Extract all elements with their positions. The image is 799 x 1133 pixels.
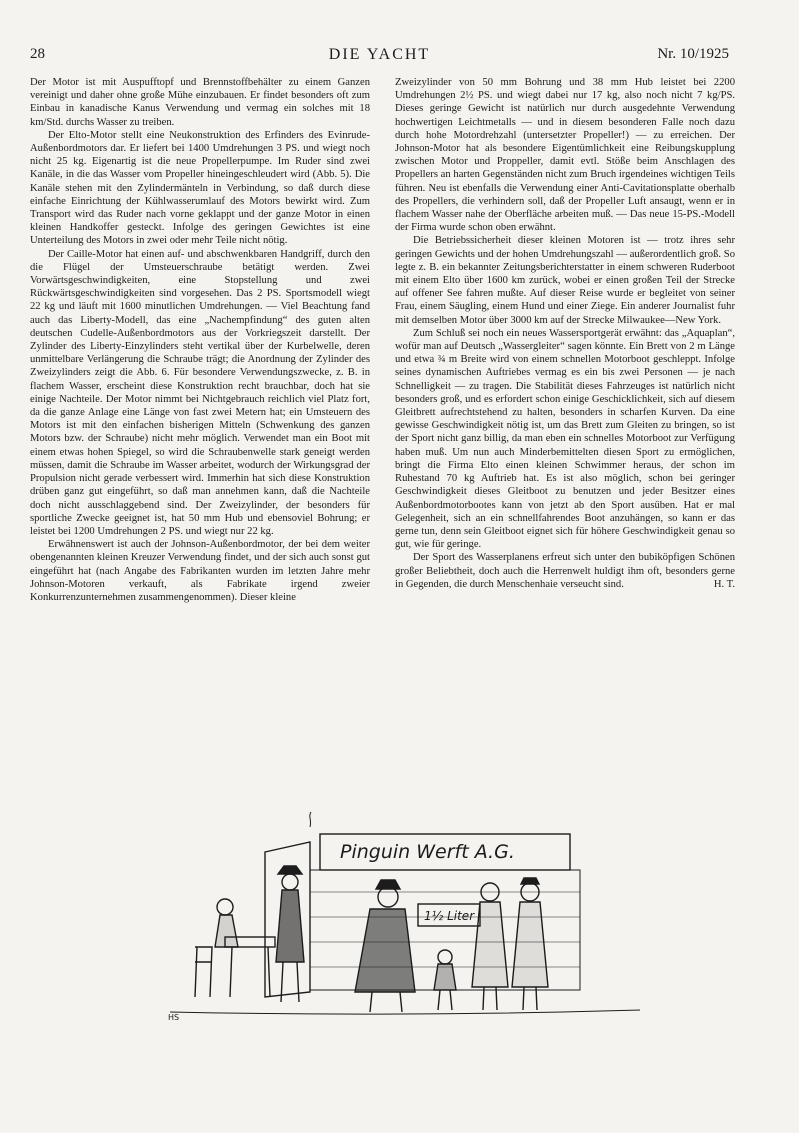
- man-figure: [378, 887, 398, 907]
- child-figure: [438, 950, 452, 964]
- paragraph-text: Der Sport des Wasserplanens erfreut sich unter den bubiköpfigen Schönen großer Beliebtheit, doch auch die Herrenwelt huldigt ihm oft, besonders gerne in Gegenden, die durch Menschenhaie verseucht sind.: [395, 552, 735, 590]
- artist-monogram: HS: [168, 1013, 180, 1022]
- board-text: 1½ Liter: [424, 909, 475, 923]
- left-column: [30, 76, 370, 604]
- cartoon-illustration: [150, 812, 660, 1027]
- page-number: 28: [30, 46, 45, 62]
- shop-sign-text: Pinguin Werft A.G.: [340, 841, 515, 863]
- seated-figure: [217, 899, 233, 915]
- paragraph: [395, 551, 735, 591]
- paragraph: Der Caille-Motor hat einen auf- und abschwenkbaren Handgriff, durch den die Flügel der Umsteuerschraube betätigt werden. Zwei Vorwärtsgeschwindigkeiten, eine Stopstellung und zwei Rückwärtsgeschwindigkeiten sind vorgesehen. Das 2 PS. Sportsmodell wiegt 22 kg und läuft mit 1600 minutlichen Umdrehungen. — Viel Beachtung fand auch das Liberty-Modell, das eine „Nachempfindung“ des guten alten deutschen Cudelle-Außenbordmotors aus der Vorkriegszeit darstellt. Der Zylinder des Liberty-Einzylinders steht vertikal über der Kurbelwelle, deren unmittelbare Verlängerung die Schraube trägt; die Anordnung der Zylinder des Zweizylinders zeigt die Abb. 6. Für besondere Verwendungszwecke, z. B. in flachem Wasser, erscheint diese Konstruktion recht brauchbar, doch hat sie einige Nachteile. Der Motor nimmt bei Nichtgebrauch reichlich viel Platz fort, da die ganze Anlage eine Länge von fast zwei Metern hat; ein Umsteuern des Motors ist mit den einfachen bisherigen Mitteln (Schwenkung des ganzen Motors bzw. der Schraube) nicht mehr möglich. Verwendet man ein Boot mit einem etwas hohen Spiegel, so wird die Schraubenwelle stark geneigt werden müssen, damit die Schraube im Wasser arbeitet, wodurch der Wirkungsgrad der Propulsion nicht gerade verbessert wird. Immerhin hat sich diese Konstruktion drüben ganz gut eingeführt, so daß man annehmen kann, daß die Nachteile doch nicht ausschlaggebend sind. Der Zweizylinder, der besonders für sportliche Zwecke geeignet ist, hat 50 mm Hub und ebensoviel Bohrung; er leistet bei 1200 Umdrehungen 2 PS. und wiegt nur 22 kg.: [30, 248, 370, 537]
- paragraph: Die Betriebssicherheit dieser kleinen Motoren ist — trotz ihres sehr geringen Gewichts und der hohen Umdrehungszahl — außerordentlich groß. So legte z. B. ein bekannter Zeitungsberichterstatter in einem schweren Ruderboot mit einem Elto über 1600 km zurück, wobei er einen großen Teil der Strecke auf offener See fahren mußte. Auf dieser Reise wurde er begleitet von seiner Frau, einem Säugling, einem Hund und einer Ziege. Ein anderer Journalist fuhr mit demselben Motor über 3000 km auf der Strecke Milwaukee—New York.: [395, 235, 735, 326]
- author-signature: H. T.: [713, 578, 735, 590]
- issue-number: Nr. 10/1925: [657, 46, 729, 62]
- paragraph: Zweizylinder von 50 mm Bohrung und 38 mm Hub leistet bei 2200 Umdrehungen 2½ PS. und wiegt dabei nur 17 kg, also noch nicht 7 kg/PS. Dieses geringe Gewicht ist natürlich nur durch ausgedehnte Verwendung hochwertigen Leichtmetalls — und in diesem besonderen Falle noch dazu durch hohe Motordrehzahl (untersetzter Propeller!) — zu erreichen. Der Johnson-Motor hat als besondere Eigentümlichkeit eine Reibungskupplung zwischen Motor und Proppeller, damit evtl. Stöße beim Anschlagen des Propellers an harten Gegenständen nicht zum Bruch irgendeines wichtigen Teils führen. Neu ist ebenfalls die Verwendung einer Anti-Cavitationsplatte oberhalb des Propellers, die verhindern soll, daß der Propeller Luft ansaugt, wenn er in flachem Wasser nahe der Oberfläche arbeiten muß. — Das neue 15-PS.-Modell der Firma wurde schon oben erwähnt.: [395, 77, 735, 234]
- chair: [195, 947, 212, 997]
- paragraph: Der Motor ist mit Auspufftopf und Brennstoffbehälter zu einem Ganzen vereinigt und daher ohne große Mühe einzubauen. Er findet besonders oft zum Einbau in kanadische Kanus Verwendung und vermag ein solches mit 18 km/Std. durchs Wasser zu treiben.: [30, 77, 370, 128]
- page-header: [30, 46, 729, 68]
- paragraph: Zum Schluß sei noch ein neues Wassersportgerät erwähnt: das „Aquaplan“, wofür man auf Deutsch „Wassergleiter“ sagen könnte. Ein Brett von 2 m Länge und etwa ¾ m Breite wird von einem schnellen Motorboot geschleppt. Infolge seines dynamischen Auftriebes vermag es ein bis zwei Personen — je nach Schnelligkeit — zu tragen. Die Stabilität dieses Fahrzeuges ist natürlich nicht besonders groß, und es erfordert schon einige Geschicklichkeit, sich auf diesem Gleitbrett aufrechtstehend zu halten, besonders in scharfen Kurven. Da eine gewisse Geschwindigkeit nötig ist, um das Brett zum Gleiten zu bringen, so ist der Sport nicht ganz billig, da man eben ein schnelles Motorboot zur Verfügung haben muß. Um nun auch Minderbemittelten diesen Sport zu ermöglichen, bringt die Firma Elto einen kleinen Schwimmer heraus, der schon im Ruhestand 70 kg Auftrieb hat. Es ist also möglich, schon bei geringer Geschwindigkeit dieses Gleitboot zu benutzen und jeder Besitzer eines Außenbordmotorbootes kann von jetzt ab den Sport ausüben. Hat er mal Gelegenheit, sich an ein schnellfahrendes Boot anzuhängen, so kann er das gerne tun, denn sein Gleitboot eignet sich für höhere Geschwindigkeit genau so gut, wie für geringe.: [395, 327, 735, 551]
- journal-title: DIE YACHT: [328, 46, 431, 63]
- paragraph: Erwähnenswert ist auch der Johnson-Außenbordmotor, der bei dem weiter obengenannten kleinen Kreuzer Verwendung findet, und der sich auch sonst gut eingeführt hat (nach Angabe des Fabrikanten wurden im letzten Jahre mehr Johnson-Motoren verkauft, als Fabrikate irgend zweier Konkurrenzunternehmen zusammengenommen). Dieser kleine: [30, 539, 370, 603]
- right-column: [395, 76, 735, 591]
- paragraph: Der Elto-Motor stellt eine Neukonstruktion des Erfinders des Evinrude-Außenbordmotors dar. Er liefert bei 1400 Umdrehungen 3 PS. und wiegt noch nicht 25 kg. Eigenartig ist die neue Propellerpumpe. Im Ruder sind zwei Kanäle, in die das Wasser vom Propeller hineingeschleudert wird (Abb. 5). Die Kanäle stehen mit den Zylindermänteln in Verbindung, so daß durch diese einfache Einrichtung der Kühlwasserumlauf des Motors bewirkt wird. Zum Transport wird das Ruder nach vorne geklappt und der ganze Motor in einen kleinen Handkoffer gesteckt. Infolge des geringen Gewichtes ist eine Unterteilung des Motors in zwei oder mehr Teile nicht nötig.: [30, 129, 370, 247]
